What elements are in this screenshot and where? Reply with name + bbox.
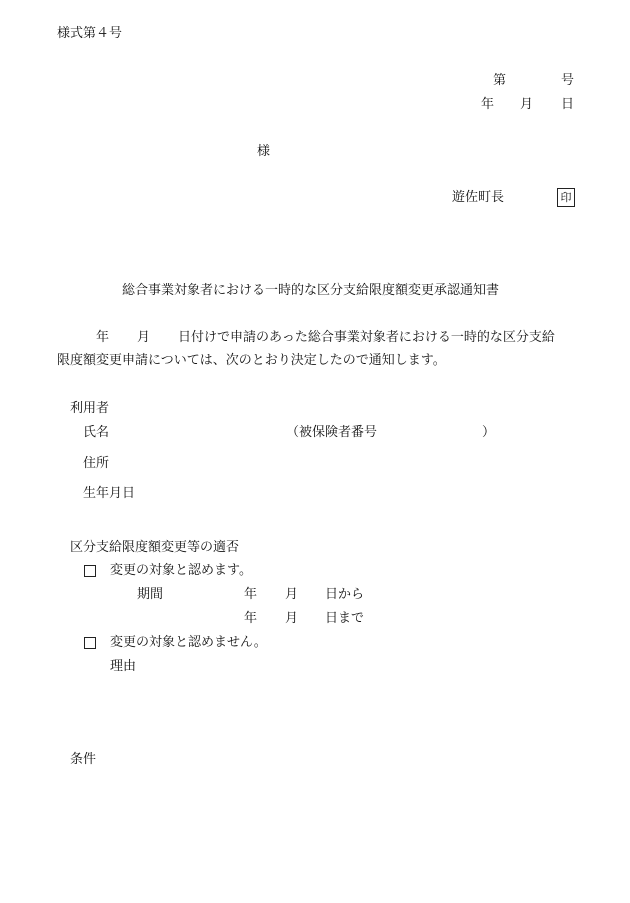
form-number: 様式第４号 bbox=[57, 26, 123, 41]
date-day-label: 日 bbox=[561, 97, 575, 112]
body-text-line1: 日付けで申請のあった総合事業対象者における一時的な区分支給 bbox=[178, 330, 555, 345]
date-month-label: 月 bbox=[520, 97, 534, 112]
conditions-section-heading: 条件 bbox=[70, 752, 97, 767]
seal-mark: 印 bbox=[557, 188, 575, 207]
body-month-label: 月 bbox=[137, 330, 151, 345]
period-to-month-label: 月 bbox=[285, 611, 299, 626]
period-from-year-label: 年 bbox=[244, 587, 258, 602]
insured-number-close: ） bbox=[482, 425, 496, 440]
user-birthdate-label: 生年月日 bbox=[83, 486, 136, 501]
date-year-label: 年 bbox=[481, 97, 495, 112]
issuer-title: 遊佐町長 bbox=[452, 190, 505, 205]
document-number-go: 号 bbox=[561, 73, 575, 88]
document-title: 総合事業対象者における一時的な区分支給限度額変更承認通知書 bbox=[122, 283, 500, 298]
period-label: 期間 bbox=[137, 587, 164, 602]
body-text-line2: 限度額変更申請については、次のとおり決定したので通知します。 bbox=[57, 353, 446, 368]
deny-label: 変更の対象と認めません。 bbox=[110, 635, 267, 650]
user-section-heading: 利用者 bbox=[70, 401, 110, 416]
insured-number-label: （被保険者番号 bbox=[286, 425, 378, 440]
decision-section-heading: 区分支給限度額変更等の適否 bbox=[70, 540, 240, 555]
reason-label: 理由 bbox=[110, 659, 137, 674]
period-from-day-label: 日から bbox=[325, 587, 365, 602]
approve-checkbox[interactable] bbox=[84, 565, 96, 577]
document-number-dai: 第 bbox=[493, 73, 507, 88]
body-year-label: 年 bbox=[96, 330, 110, 345]
deny-checkbox[interactable] bbox=[84, 637, 96, 649]
period-to-year-label: 年 bbox=[244, 611, 258, 626]
period-to-day-label: 日まで bbox=[325, 611, 365, 626]
period-from-month-label: 月 bbox=[285, 587, 299, 602]
user-name-label: 氏名 bbox=[83, 425, 110, 440]
approve-label: 変更の対象と認めます。 bbox=[110, 563, 252, 578]
user-address-label: 住所 bbox=[83, 456, 110, 471]
addressee-honorific: 様 bbox=[257, 144, 271, 159]
